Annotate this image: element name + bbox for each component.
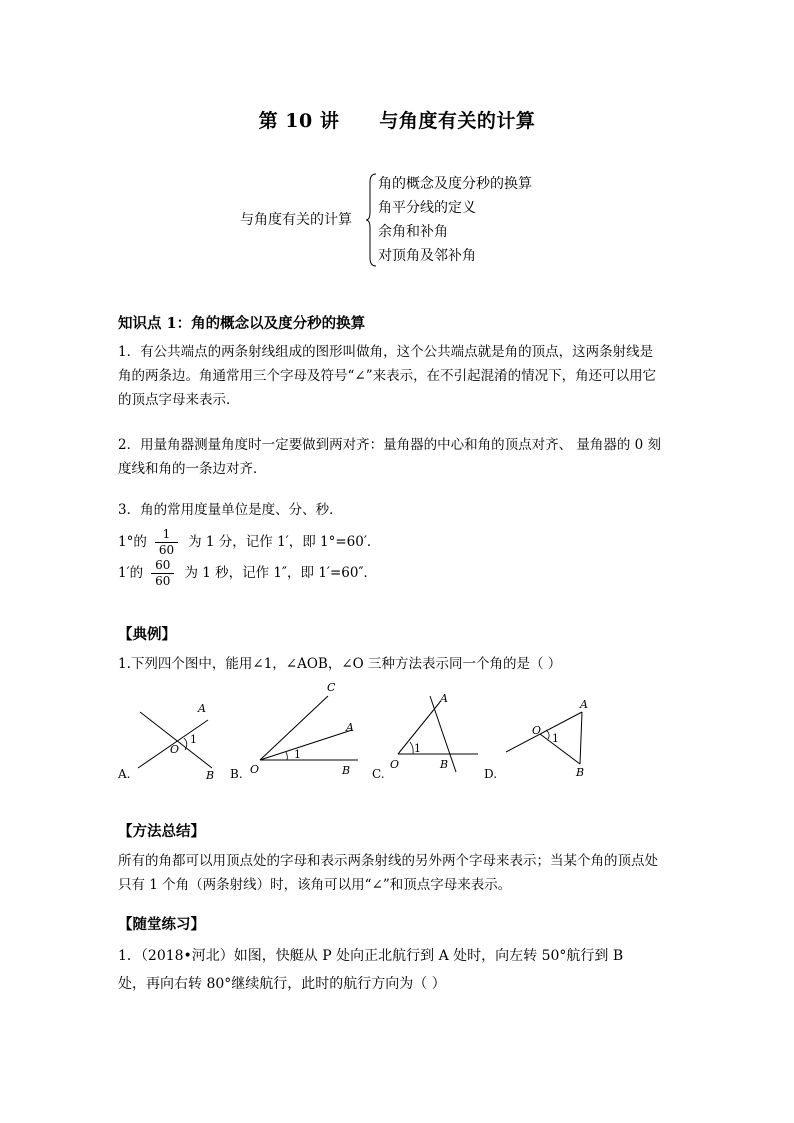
paragraph-line: 度线和角的一条边对齐． [118, 461, 267, 477]
option-c: C. [372, 767, 385, 781]
label-1: 1 [190, 733, 197, 746]
label-1: 1 [414, 742, 421, 755]
outline-item: 角平分线的定义 [378, 200, 476, 216]
practice-question [118, 942, 678, 998]
outline-item: 角的概念及度分秒的换算 [378, 176, 532, 192]
label-b: B [440, 758, 449, 771]
label-b: B [576, 766, 585, 779]
label-b: B [342, 764, 351, 777]
figure-c [368, 686, 488, 782]
brace-icon [366, 172, 378, 268]
label-1: 1 [552, 732, 559, 745]
label-a: A [198, 702, 206, 715]
label-a: A [346, 721, 354, 734]
outline-list [378, 172, 532, 268]
label-o: O [250, 763, 260, 776]
fraction: $\frac{60}{60}$ [151, 558, 174, 589]
example-question: 1.下列四个图中，能用∠1，∠AOB，∠O 三种方法表示同一个角的是（ ） [118, 656, 562, 672]
paragraph-line: 角的两条边。角通常用三个字母及符号“∠”来表示，在不引起混淆的情况下，角还可以用它 [118, 368, 657, 384]
label-a: A [580, 698, 588, 711]
option-d: D. [484, 767, 498, 781]
label-o: O [170, 743, 180, 756]
label-o: O [390, 758, 400, 771]
method-text [118, 849, 678, 897]
section-heading: 知识点 1：角的概念以及度分秒的换算 [118, 315, 366, 332]
outline-item: 余角和补角 [378, 224, 448, 240]
practice-heading: 【随堂练习】 [118, 916, 205, 933]
method-heading: 【方法总结】 [118, 823, 205, 840]
fraction: $\frac{1}{60}$ [155, 527, 178, 558]
example-heading: 【典例】 [118, 626, 176, 643]
label-c: C [327, 681, 336, 694]
paragraph-1 [118, 340, 678, 412]
label-b: B [206, 769, 215, 782]
label-o: O [532, 724, 542, 737]
paragraph-line: 所有的角都可以用顶点处的字母和表示两条射线的另外两个字母来表示；当某个角的顶点处 [118, 853, 658, 869]
paragraph-line: 只有 1 个角（两条射线）时，该角可以用“∠”和顶点字母来表示。 [118, 877, 512, 893]
figure-a [110, 690, 230, 782]
option-b: B. [230, 767, 243, 781]
label-1: 1 [294, 748, 301, 761]
page-title [0, 106, 794, 133]
paragraph-line: 2．用量角器测量角度时一定要做到两对齐：量角器的中心和角的顶点对齐、 量角器的 0 刻 [118, 437, 662, 453]
paragraph-line: 的顶点字母来表示． [118, 392, 240, 408]
paragraph-2 [118, 433, 678, 481]
conversion-minute: 1′的 $\frac{60}{60}$ 为 1 秒，记作 1″，即 1′=60″． [118, 558, 378, 588]
paragraph-3: 3．角的常用度量单位是度、分、秒． [118, 502, 343, 518]
conversion-degree: 1°的 $\frac{1}{60}$ 为 1 分，记作 1′，即 1°=60′． [118, 527, 381, 557]
figure-d [480, 694, 600, 782]
lecture-topic: 与角度有关的计算 [379, 110, 536, 132]
option-a: A. [118, 767, 131, 781]
outline-label: 与角度有关的计算 [240, 212, 352, 228]
outline-item: 对顶角及邻补角 [378, 248, 476, 264]
label-a: A [440, 692, 448, 705]
paragraph-line: 处，再向右转 80°继续航行，此时的航行方向为（ ） [118, 976, 446, 992]
figure-b [228, 676, 368, 782]
lecture-number: 第 10 讲 [258, 110, 340, 132]
paragraph-line: 1．有公共端点的两条射线组成的图形叫做角，这个公共端点就是角的顶点，这两条射线是 [118, 344, 654, 360]
paragraph-line: 1．（2018•河北）如图，快艇从 P 处向正北航行到 A 处时，向左转 50°航行到 B [118, 948, 624, 964]
